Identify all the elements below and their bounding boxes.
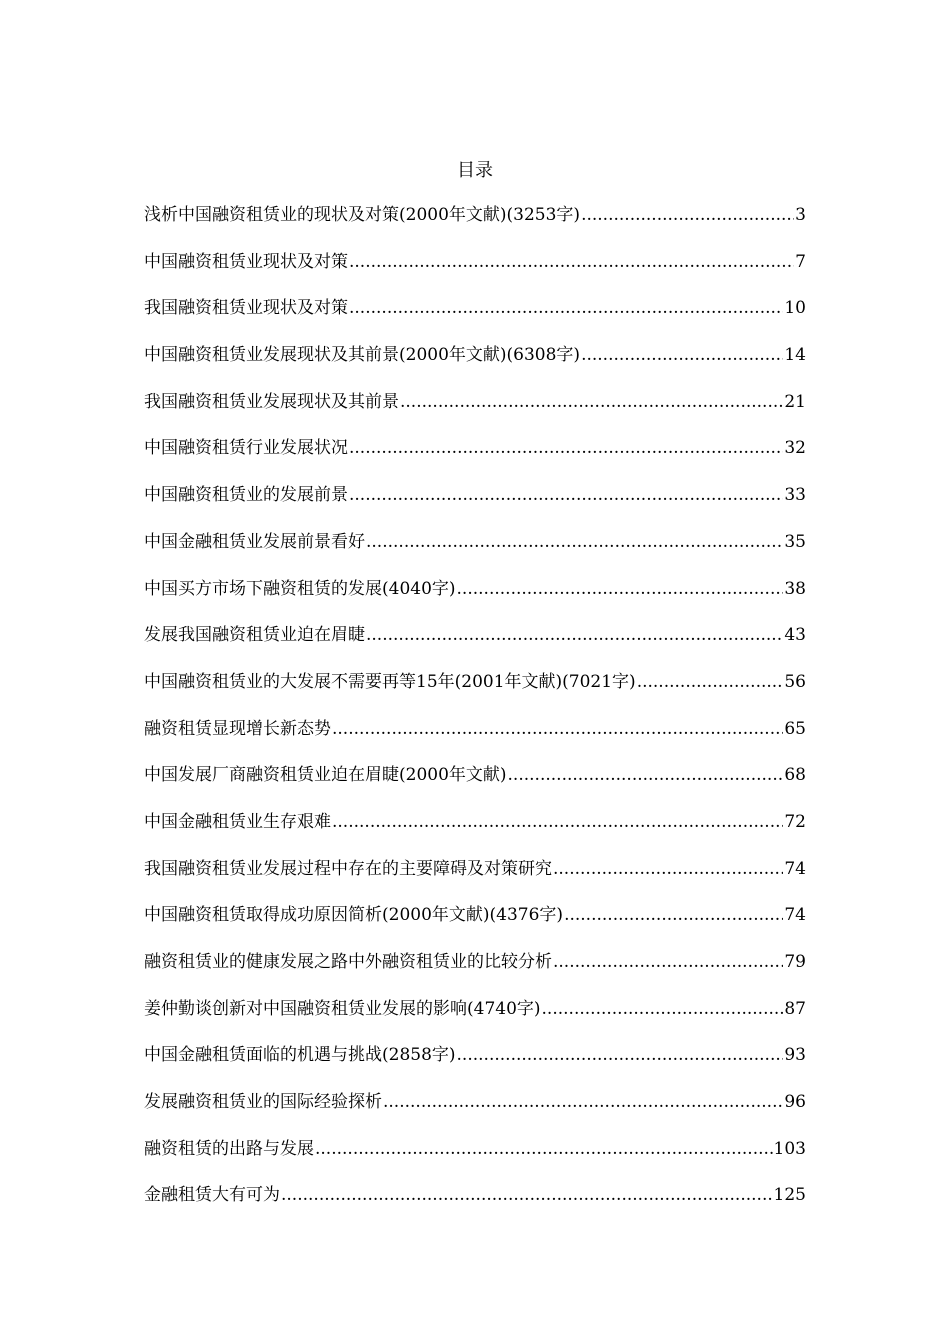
toc-leader-dots: [315, 1135, 773, 1163]
toc-leader-dots: [564, 901, 783, 929]
toc-entry-title: 金融租赁大有可为: [144, 1185, 280, 1206]
toc-entry-title: 中国金融租赁业生存艰难: [144, 811, 331, 832]
toc-entry[interactable]: [144, 948, 806, 995]
toc-entry[interactable]: [144, 668, 806, 715]
toc-entry-page-number: 74: [784, 858, 806, 879]
toc-entry-page-number: 3: [795, 205, 806, 225]
toc-entry-title: 中国融资租赁业的大发展不需要再等15年(2001年文献)(7021字): [144, 671, 636, 692]
toc-entry[interactable]: [144, 481, 806, 528]
toc-leader-dots: [457, 575, 784, 603]
toc-leader-dots: [542, 995, 784, 1023]
toc-entry-title: 发展融资租赁业的国际经验探析: [144, 1092, 382, 1113]
toc-entry-title: 我国融资租赁业发展现状及其前景: [144, 391, 399, 412]
toc-entry-page-number: 103: [773, 1138, 806, 1159]
toc-entry-page-number: 93: [784, 1045, 806, 1066]
toc-entry-title: 我国融资租赁业发展过程中存在的主要障碍及对策研究: [144, 858, 552, 879]
toc-entry-title: 中国金融租赁业发展前景看好: [144, 531, 365, 552]
toc-entry-title: 中国融资租赁取得成功原因简析(2000年文献)(4376字): [144, 905, 564, 926]
toc-entry-page-number: 68: [784, 765, 806, 786]
toc-leader-dots: [349, 434, 783, 462]
toc-entry-page-number: 21: [784, 391, 806, 412]
toc-leader-dots: [366, 621, 783, 649]
toc-entry[interactable]: [144, 1088, 806, 1135]
toc-entry-title: 融资租赁显现增长新态势: [144, 718, 331, 739]
toc-entry[interactable]: [144, 341, 806, 388]
toc-leader-dots: [366, 528, 783, 556]
toc-entry-title: 我国融资租赁业现状及对策: [144, 298, 348, 319]
toc-entry-title: 中国融资租赁业发展现状及其前景(2000年文献)(6308字): [144, 345, 581, 366]
toc-entry-page-number: 65: [784, 718, 806, 739]
toc-leader-dots: [581, 201, 794, 229]
toc-entry-page-number: 32: [784, 438, 806, 459]
toc-entry[interactable]: [144, 575, 806, 622]
toc-entry[interactable]: [144, 995, 806, 1042]
toc-entry-title: 融资租赁的出路与发展: [144, 1138, 314, 1159]
toc-entry[interactable]: [144, 248, 806, 295]
toc-entry-page-number: 33: [784, 485, 806, 506]
toc-entry-page-number: 43: [784, 625, 806, 646]
toc-entry[interactable]: [144, 901, 806, 948]
toc-entry-title: 发展我国融资租赁业迫在眉睫: [144, 625, 365, 646]
toc-entry[interactable]: [144, 434, 806, 481]
toc-entry-page-number: 38: [784, 578, 806, 599]
toc-entry-page-number: 14: [784, 345, 806, 366]
toc-entry[interactable]: [144, 808, 806, 855]
toc-leader-dots: [581, 341, 783, 369]
toc-entry[interactable]: [144, 528, 806, 575]
toc-leader-dots: [332, 715, 783, 743]
toc-leader-dots: [637, 668, 784, 696]
toc-entry-page-number: 87: [784, 998, 806, 1019]
toc-entry-title: 中国发展厂商融资租赁业迫在眉睫(2000年文献): [144, 765, 507, 786]
toc-leader-dots: [349, 481, 783, 509]
toc-entry-page-number: 35: [784, 531, 806, 552]
toc-entry-title: 浅析中国融资租赁业的现状及对策(2000年文献)(3253字): [144, 205, 581, 225]
toc-leader-dots: [349, 248, 794, 276]
toc-entry-title: 中国融资租赁行业发展状况: [144, 438, 348, 459]
toc-leader-dots: [553, 948, 783, 976]
toc-leader-dots: [553, 855, 783, 883]
toc-entry[interactable]: [144, 1041, 806, 1088]
toc-entry-title: 中国买方市场下融资租赁的发展(4040字): [144, 578, 456, 599]
toc-leader-dots: [281, 1181, 773, 1209]
toc-leader-dots: [400, 388, 783, 416]
toc-entry-page-number: 96: [784, 1092, 806, 1113]
toc-leader-dots: [457, 1041, 784, 1069]
toc-entry[interactable]: [144, 388, 806, 435]
toc-entry-page-number: 74: [784, 905, 806, 926]
toc-entry[interactable]: [144, 761, 806, 808]
toc-entry-title: 中国融资租赁业现状及对策: [144, 251, 348, 272]
toc-leader-dots: [383, 1088, 783, 1116]
toc-entry-title: 姜仲勤谈创新对中国融资租赁业发展的影响(4740字): [144, 998, 541, 1019]
toc-entry-title: 融资租赁业的健康发展之路中外融资租赁业的比较分析: [144, 952, 552, 972]
toc-leader-dots: [332, 808, 783, 836]
toc-entry[interactable]: [144, 715, 806, 762]
toc-entry[interactable]: [144, 1181, 806, 1228]
toc-entry[interactable]: [144, 294, 806, 341]
toc-leader-dots: [508, 761, 784, 789]
toc-title: 目录: [457, 160, 493, 181]
toc-entry[interactable]: [144, 1135, 806, 1182]
toc-entry[interactable]: [144, 855, 806, 902]
toc-entry-title: 中国融资租赁业的发展前景: [144, 485, 348, 506]
toc-entry-page-number: 7: [795, 251, 806, 272]
toc-entry-page-number: 79: [784, 952, 806, 972]
toc-entry-page-number: 56: [784, 671, 806, 692]
toc-entry-page-number: 125: [773, 1185, 806, 1206]
toc-entry[interactable]: [144, 621, 806, 668]
toc-entry-page-number: 72: [784, 811, 806, 832]
toc-leader-dots: [349, 294, 783, 322]
toc-entry-title: 中国金融租赁面临的机遇与挑战(2858字): [144, 1045, 456, 1066]
toc-list: [144, 201, 806, 1228]
toc-entry-page-number: 10: [784, 298, 806, 319]
toc-entry[interactable]: [144, 201, 806, 248]
